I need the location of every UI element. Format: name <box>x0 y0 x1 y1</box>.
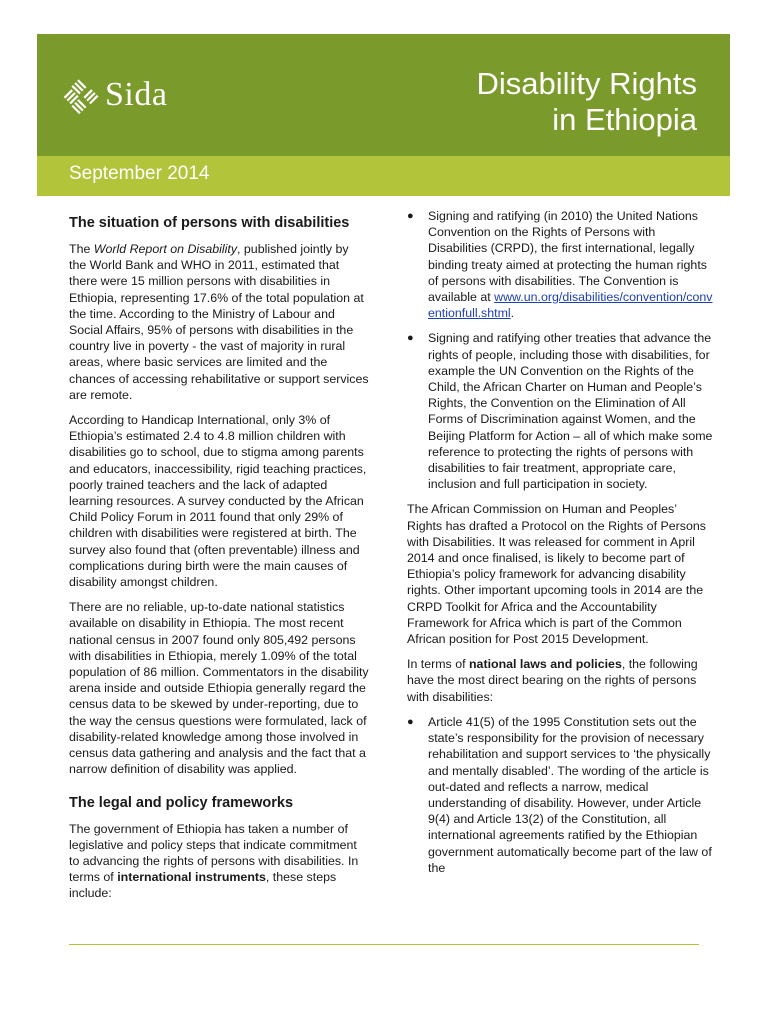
p1-pre: The <box>69 242 94 256</box>
p4-pre: The government of Ethiopia has taken a number of legislative and policy steps that indicate commitment to advancing the rights of persons with disabilities. In terms of <box>69 821 359 885</box>
section-heading-legal: The legal and policy frameworks <box>69 794 294 811</box>
paragraph-national-laws <box>407 656 715 705</box>
publication-date: September 2014 <box>69 163 210 184</box>
national-laws-list <box>407 714 715 876</box>
p4-post: , these steps include: <box>69 870 337 901</box>
sida-logo <box>59 74 167 116</box>
title-line-2: in Ethiopia <box>552 102 697 137</box>
paragraph-world-report <box>69 241 369 403</box>
paragraph-handicap-international: According to Handicap International, only 3% of Ethiopia’s estimated 2.4 to 4.8 million children with disabilities go to school, due to stigma among parents and educators, inaccessibility, rigid teaching practices, poorly trained teachers and the lack of adapted learning resources. A survey conducted by the African Child Policy Forum in 2011 found that only 29% of children with disabilities were registered at birth. The survey also found that (often preventable) illness and complications during birth were the main causes of disability amongst children. <box>69 413 367 590</box>
p2-post: , the following have the most direct bearing on the rights of persons with disabilities: <box>407 657 698 704</box>
p1-post: , published jointly by the World Bank and WHO in 2011, estimated that there were 15 million persons with disabilities in Ethiopia, representing 17.6% of the total population at the time. According to the Ministry of Labour and Social Affairs, 95% of persons with disabilities in the country live in poverty - the vast of majority in rural areas, where basic services are limited and the chances of accessing rehabilitative or support services are remote. <box>69 242 369 402</box>
p2-pre: In terms of <box>407 657 469 672</box>
title-line-1: Disability Rights <box>476 66 697 101</box>
list-item-other-treaties <box>407 330 715 492</box>
list-item-crpd <box>407 208 715 321</box>
bullet-icon: ● <box>407 332 414 345</box>
footer-divider <box>69 944 699 945</box>
un-convention-link[interactable]: www.un.org/disabilities/convention/conventionfull.shtml <box>428 290 713 321</box>
international-instruments-list <box>407 208 715 492</box>
p1-italic: World Report on Disability <box>93 242 238 256</box>
paragraph-african-commission: The African Commission on Human and Peoples’ Rights has drafted a Protocol on the Rights of Persons with Disabilities. It was released for comment in April 2014 and once finalised, is likely to become part of Ethiopia’s policy framework for advancing disability rights. Other important upcoming tools in 2014 are the CRPD Toolkit for Africa and the Accountability Framework for Africa which is part of the Common African position for Post 2015 Development. <box>407 502 706 647</box>
paragraph-census: There are no reliable, up-to-date national statistics available on disability in Ethiopia. The most recent national census in 2007 found only 805,492 persons with disabilities in Ethiopia, merely 1.09% of the total population of 86 million. Commentators in the disability arena inside and outside Ethiopia generally regard the census data to be skewed by under-reporting, due to the way the census questions were formulated, lack of disability-related knowledge among those involved in census data gathering and analysis and the fact that a narrow definition of disability was applied. <box>69 600 369 777</box>
bullet-icon: ● <box>407 715 414 728</box>
p2-bold: national laws and policies <box>468 657 622 672</box>
list-item-article-41 <box>407 714 715 876</box>
b1-end: . <box>510 306 515 321</box>
right-column <box>407 208 715 885</box>
page-title <box>476 66 697 138</box>
sida-logo-icon <box>59 74 101 116</box>
section-heading-situation: The situation of persons with disabilities <box>69 215 350 231</box>
bullet-icon: ● <box>407 210 414 222</box>
b2-text: Signing and ratifying other treaties that advance the rights of people, including those with disabilities, for example the UN Convention on the Rights of the Child, the African Charter on Human and People’s Rights, the Convention on the Elimination of All Forms of Discrimination against Women, and the Beijing Platform for Action – all of which make some reference to protecting the rights of persons with disabilities to fair treatment, appropriate care, inclusion and full participation in society. <box>428 331 713 492</box>
p4-bold: international instruments <box>117 870 266 885</box>
b3-text: Article 41(5) of the 1995 Constitution sets out the state’s responsibility for the provision of necessary rehabilitation and support services to ‘the physically and mentally disabled’. The wording of the article is out-dated and reflects a narrow, medical understanding of disability. However, under Article 9(4) and Article 13(2) of the Constitution, all international agreements ratified by the Ethiopian government automatically become part of the law of the <box>428 714 712 875</box>
left-column <box>69 214 369 911</box>
logo-wordmark: Sida <box>105 76 168 113</box>
b1-text: Signing and ratifying (in 2010) the United Nations Convention on the Rights of Persons with Disabilities (CRPD), the first international, legally binding treaty aimed at protecting the human rights of persons with disabilities. The Convention is available at <box>428 209 707 305</box>
header-banner <box>37 34 730 156</box>
paragraph-government-steps <box>69 821 369 902</box>
date-bar <box>37 156 730 196</box>
